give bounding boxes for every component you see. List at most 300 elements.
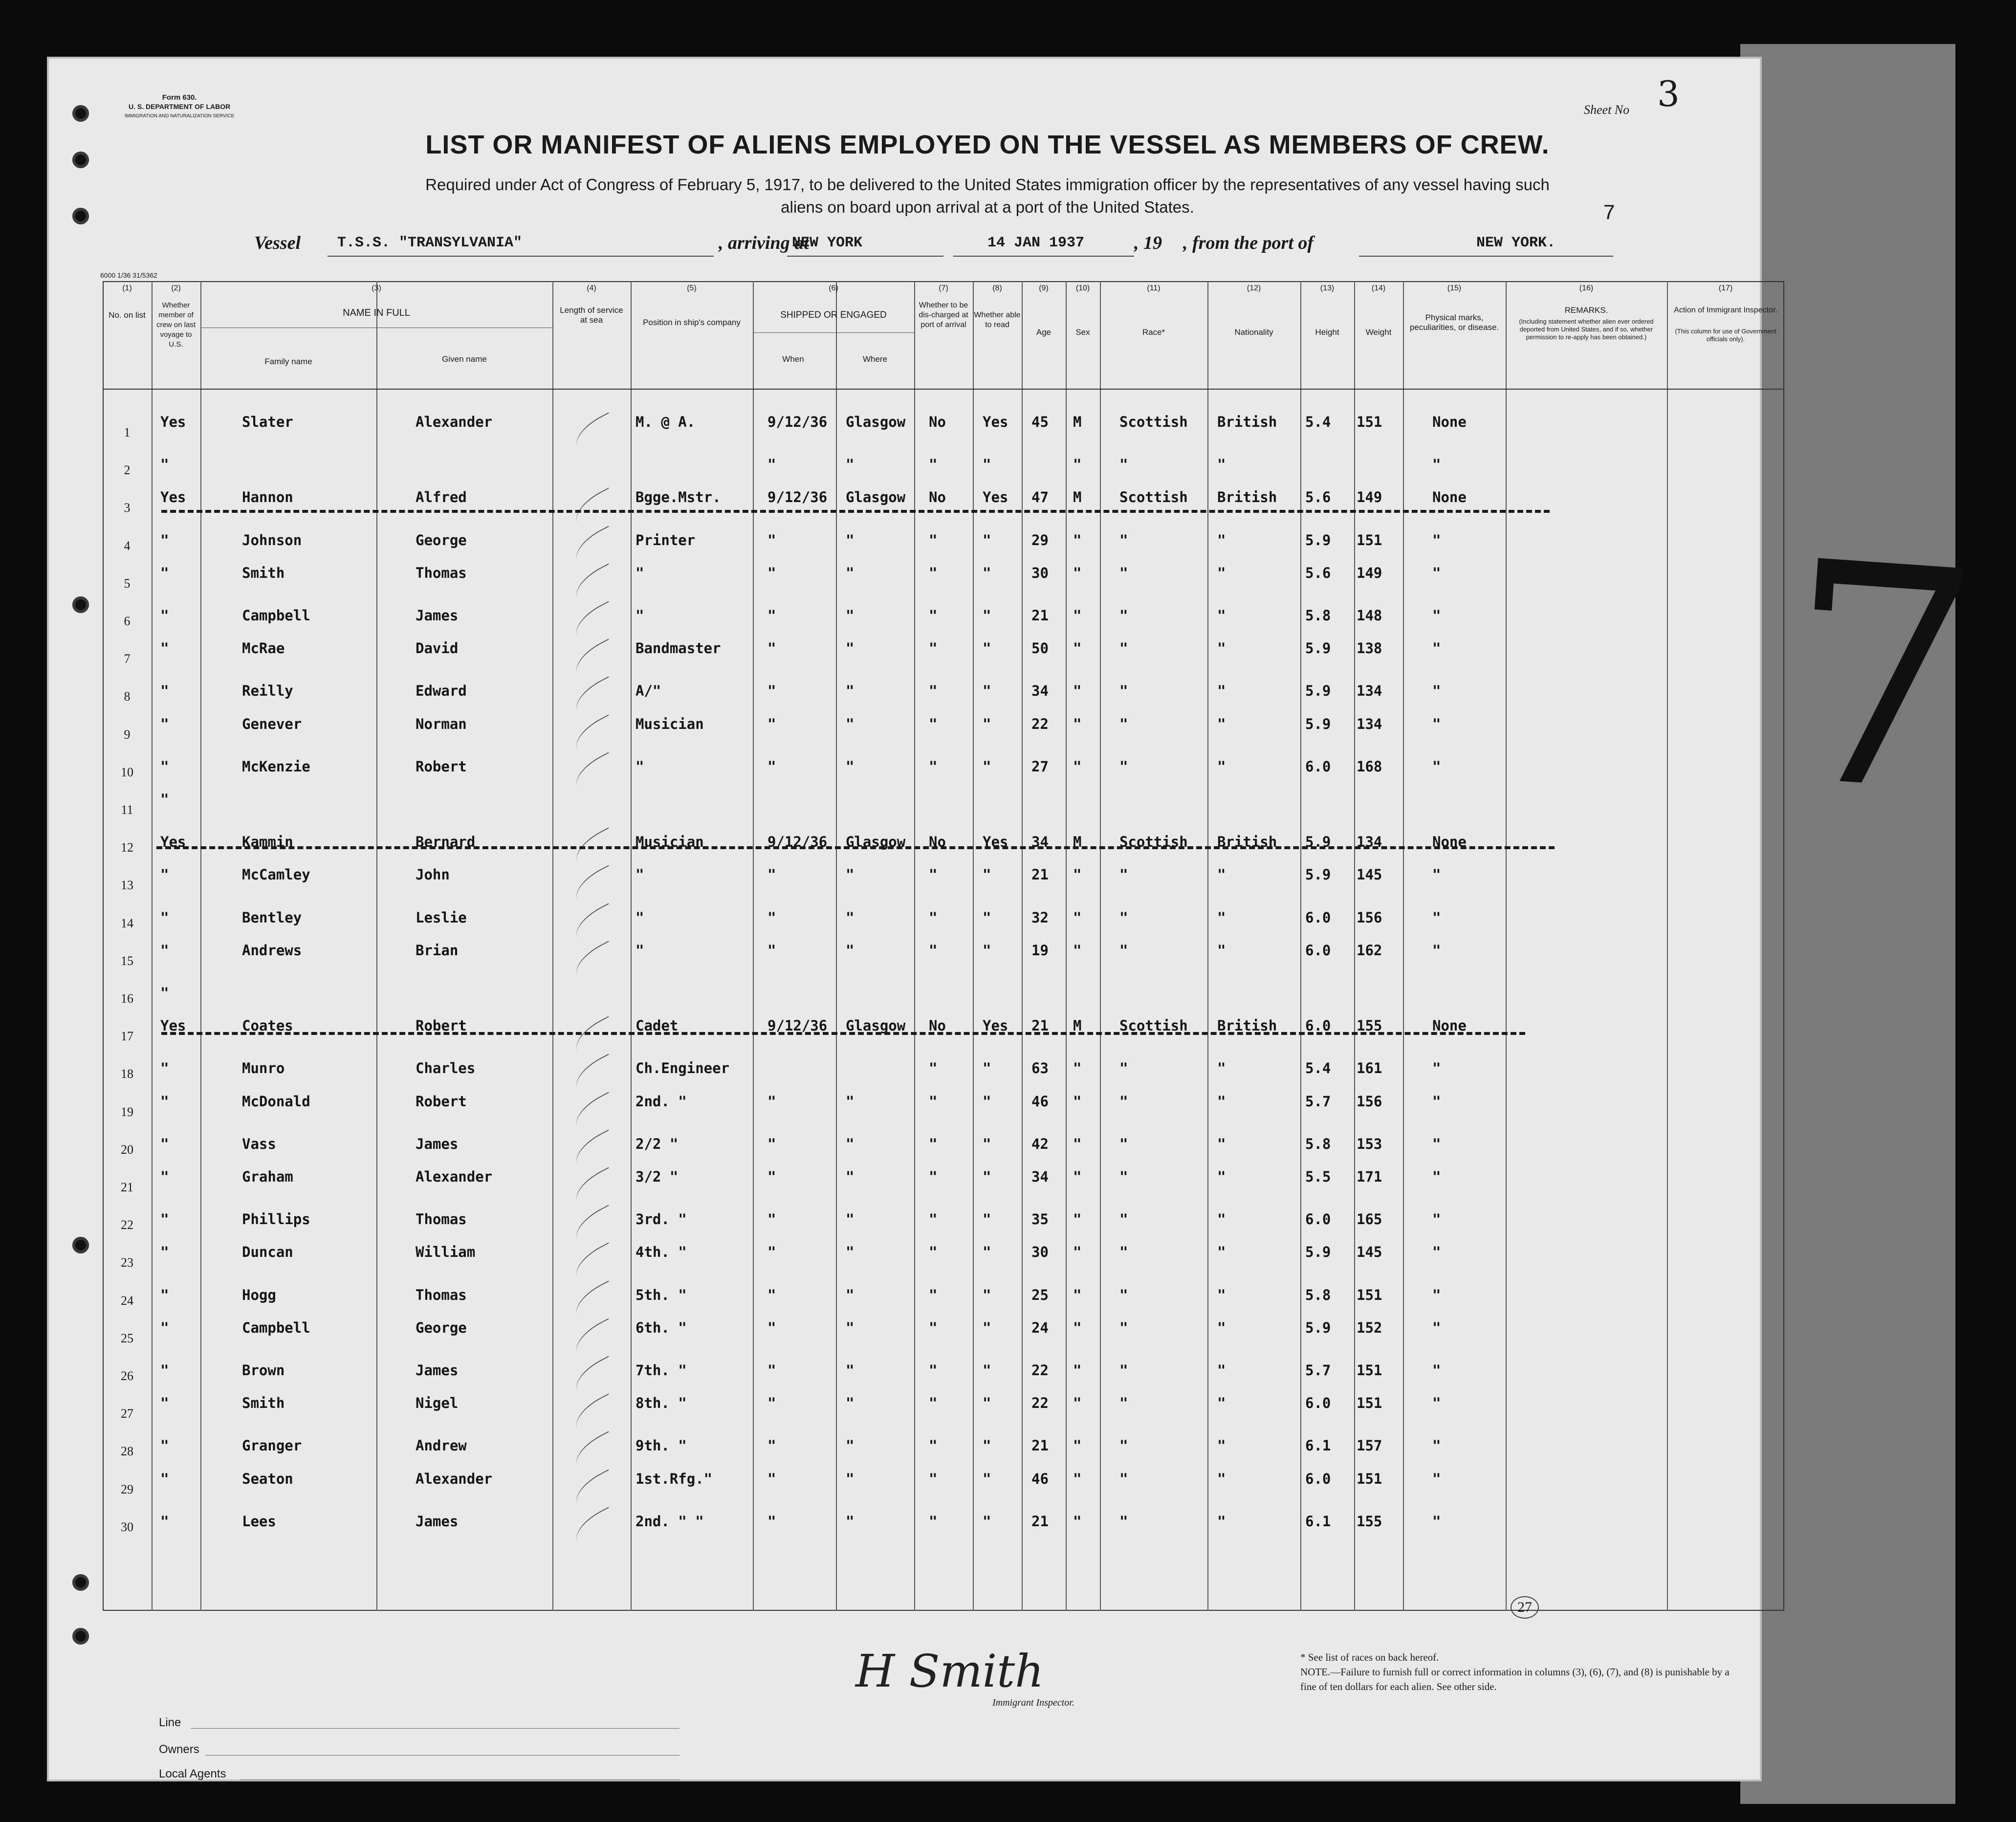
cell-shipped-where: ": [846, 1211, 855, 1228]
line-number: 30: [121, 1519, 133, 1534]
cell-age: 24: [1031, 1319, 1049, 1336]
cell-sex: ": [1073, 531, 1082, 549]
cell-height: 5.9: [1305, 715, 1331, 732]
cell-position: Ch.Engineer: [635, 1060, 730, 1077]
col-15-number: (15): [1447, 284, 1462, 292]
cell-discharged: ": [929, 1286, 938, 1303]
arriving-label: , arriving at: [719, 233, 809, 253]
cell-discharged: ": [929, 682, 938, 700]
inspector-label: Immigrant Inspector.: [992, 1697, 1074, 1708]
cell-sex: ": [1073, 564, 1082, 581]
cell-height: 6.0: [1305, 758, 1331, 775]
cell-physical-marks: ": [1432, 1093, 1441, 1110]
cell-weight: 155: [1357, 1513, 1382, 1530]
cell-discharged: ": [929, 1395, 938, 1412]
cell-position: 3/2 ": [635, 1168, 679, 1185]
cell-weight: 151: [1357, 1470, 1382, 1487]
cell-nationality: ": [1217, 1286, 1226, 1303]
cell-given-name: Nigel: [416, 1395, 459, 1412]
cell-shipped-when: ": [767, 607, 776, 624]
cell-nationality: ": [1217, 1319, 1226, 1336]
cell-discharged: ": [929, 1362, 938, 1379]
service-tick-mark: [570, 1394, 618, 1432]
cell-family-name: Lees: [242, 1513, 276, 1530]
cell-able-to-read: Yes: [983, 834, 1008, 851]
cell-height: 5.9: [1305, 1244, 1331, 1261]
cell-family-name: Vass: [242, 1135, 276, 1152]
table-row: [103, 863, 1784, 901]
cell-race: ": [1119, 1513, 1128, 1530]
cell-given-name: Bernard: [416, 834, 476, 851]
col-8-number: (8): [992, 284, 1002, 292]
cell-given-name: Andrew: [416, 1437, 467, 1454]
cell-physical-marks: ": [1432, 758, 1441, 775]
cell-family-name: Campbell: [242, 1319, 310, 1336]
cell-discharged: No: [929, 1017, 946, 1034]
service-tick-mark: [570, 1507, 618, 1545]
cell-height: 5.9: [1305, 834, 1331, 851]
cell-race: ": [1119, 1286, 1128, 1303]
cell-physical-marks: ": [1432, 1286, 1441, 1303]
table-row: [103, 1203, 1784, 1241]
cell-family-name: Bentley: [242, 909, 302, 926]
service-tick-mark: [570, 1356, 618, 1394]
cell-physical-marks: ": [1432, 1437, 1441, 1454]
cell-physical-marks: ": [1432, 1319, 1441, 1336]
table-row: [103, 977, 1784, 1014]
col-3-number: (3): [372, 284, 381, 292]
cell-crew-last-voyage: ": [160, 758, 169, 775]
line-number: 28: [121, 1444, 133, 1459]
cell-weight: 151: [1357, 1286, 1382, 1303]
service: IMMIGRATION AND NATURALIZATION SERVICE: [125, 113, 235, 119]
service-tick-mark: [570, 412, 618, 451]
vessel-name: T.S.S. "TRANSYLVANIA": [337, 235, 523, 251]
cell-able-to-read: ": [983, 607, 991, 624]
service-tick-mark: [570, 1280, 618, 1319]
service-tick-mark: [570, 941, 618, 979]
cell-shipped-where: ": [846, 1319, 855, 1336]
table-row: [103, 562, 1784, 599]
cell-able-to-read: ": [983, 640, 991, 657]
cell-nationality: ": [1217, 564, 1226, 581]
cell-weight: 149: [1357, 564, 1382, 581]
cell-physical-marks: ": [1432, 1362, 1441, 1379]
cell-nationality: ": [1217, 1513, 1226, 1530]
cell-physical-marks: None: [1432, 834, 1467, 851]
cell-able-to-read: ": [983, 564, 991, 581]
cell-shipped-where: ": [846, 1286, 855, 1303]
table-row: [103, 637, 1784, 675]
page-title: LIST OR MANIFEST OF ALIENS EMPLOYED ON THE VESSEL AS MEMBERS OF CREW.: [425, 130, 1550, 159]
cell-age: 29: [1031, 531, 1049, 549]
cell-age: 34: [1031, 1168, 1049, 1185]
cell-position: 4th. ": [635, 1244, 687, 1261]
line-number: 2: [124, 463, 131, 478]
cell-sex: ": [1073, 758, 1082, 775]
header-length-of-service: Length of service at sea: [560, 306, 623, 325]
cell-discharged: ": [929, 531, 938, 549]
cell-given-name: Robert: [416, 1017, 467, 1034]
cell-discharged: ": [929, 1168, 938, 1185]
cell-given-name: James: [416, 1135, 459, 1152]
header-weight: Weight: [1365, 328, 1392, 337]
cell-race: ": [1119, 682, 1128, 700]
cell-crew-last-voyage: ": [160, 1060, 169, 1077]
service-tick-mark: [570, 1167, 618, 1206]
line-number: 9: [124, 727, 131, 742]
cell-nationality: ": [1217, 1395, 1226, 1412]
cell-shipped-when: ": [767, 682, 776, 700]
punch-hole: [72, 208, 89, 224]
page-subtitle: [284, 174, 1691, 219]
arriving-port: NEW YORK: [792, 235, 863, 251]
cell-given-name: Thomas: [416, 1211, 467, 1228]
table-row: [103, 939, 1784, 977]
department: U. S. DEPARTMENT OF LABOR: [129, 103, 231, 110]
cell-shipped-where: Glasgow: [846, 834, 906, 851]
cell-crew-last-voyage: Yes: [160, 489, 186, 506]
cell-discharged: ": [929, 607, 938, 624]
cell-position: Bgge.Mstr.: [635, 489, 721, 506]
table-row: [103, 1505, 1784, 1543]
service-tick-mark: [570, 1318, 618, 1357]
cell-shipped-when: ": [767, 1437, 776, 1454]
line-number: 25: [121, 1331, 133, 1345]
line-number: 24: [121, 1293, 133, 1308]
cell-crew-last-voyage: ": [160, 1395, 169, 1412]
cell-discharged: ": [929, 715, 938, 732]
cell-nationality: ": [1217, 1470, 1226, 1487]
col-7-number: (7): [939, 284, 948, 292]
cell-position: Bandmaster: [635, 640, 721, 657]
line-number: 23: [121, 1255, 133, 1270]
col-12-number: (12): [1247, 284, 1261, 292]
cell-height: 5.8: [1305, 1135, 1331, 1152]
cell-crew-last-voyage: Yes: [160, 414, 186, 430]
cell-shipped-where: ": [846, 758, 855, 775]
cell-shipped-where: ": [846, 607, 855, 624]
cell-nationality: ": [1217, 909, 1226, 926]
cell-race: ": [1119, 715, 1128, 732]
cell-crew-last-voyage: ": [160, 1135, 169, 1152]
cell-height: 5.8: [1305, 607, 1331, 624]
header-given-name: Given name: [442, 354, 487, 364]
manifest-page: [49, 59, 1777, 1780]
cell-race: ": [1119, 1437, 1128, 1454]
service-tick-mark: [570, 601, 618, 639]
cell-position: Musician: [635, 715, 704, 732]
cell-given-name: Thomas: [416, 1286, 467, 1303]
cell-shipped-where: ": [846, 1244, 855, 1261]
cell-nationality: ": [1217, 456, 1226, 473]
cell-height: 5.4: [1305, 414, 1331, 430]
cell-age: 22: [1031, 715, 1049, 732]
service-tick-mark: [570, 526, 618, 564]
table-row: [103, 524, 1784, 562]
cell-shipped-when: ": [767, 1470, 776, 1487]
line-number: 1: [124, 425, 131, 439]
cell-race: ": [1119, 1362, 1128, 1379]
cell-position: 5th. ": [635, 1286, 687, 1303]
col-9-number: (9): [1039, 284, 1049, 292]
cell-race: ": [1119, 1211, 1128, 1228]
col-10-number: (10): [1075, 284, 1090, 292]
cell-sex: ": [1073, 909, 1082, 926]
cell-given-name: Thomas: [416, 564, 467, 581]
line-number: 6: [124, 614, 131, 628]
col-16-number: (16): [1579, 284, 1594, 292]
punch-hole: [72, 105, 89, 122]
cell-given-name: William: [416, 1244, 476, 1261]
col-13-number: (13): [1320, 284, 1335, 292]
cell-shipped-when: ": [767, 1244, 776, 1261]
cell-given-name: Robert: [416, 758, 467, 775]
cell-crew-last-voyage: ": [160, 866, 169, 883]
cell-shipped-where: ": [846, 1513, 855, 1530]
service-tick-mark: [570, 1469, 618, 1508]
cell-crew-last-voyage: ": [160, 531, 169, 549]
cell-race: ": [1119, 607, 1128, 624]
table-row: [103, 901, 1784, 939]
cell-shipped-when: ": [767, 1211, 776, 1228]
cell-able-to-read: ": [983, 909, 991, 926]
cell-height: 6.0: [1305, 1470, 1331, 1487]
cell-discharged: ": [929, 564, 938, 581]
cell-nationality: ": [1217, 1093, 1226, 1110]
cell-family-name: Johnson: [242, 531, 302, 549]
circled-number: 27: [1511, 1596, 1539, 1619]
cell-discharged: ": [929, 758, 938, 775]
table-row: [103, 486, 1784, 524]
cell-sex: ": [1073, 866, 1082, 883]
cell-race: ": [1119, 866, 1128, 883]
cell-shipped-when: ": [767, 531, 776, 549]
cell-shipped-where: ": [846, 640, 855, 657]
races-note: * See list of races on back hereof.: [1300, 1651, 1439, 1663]
cell-physical-marks: ": [1432, 909, 1441, 926]
cell-given-name: Alfred: [416, 489, 467, 506]
cell-nationality: ": [1217, 1060, 1226, 1077]
cell-age: 21: [1031, 607, 1049, 624]
cell-discharged: ": [929, 1513, 938, 1530]
form-number: Form 630.: [162, 93, 197, 102]
col-6-number: (6): [829, 284, 838, 292]
cell-able-to-read: ": [983, 1362, 991, 1379]
punch-hole: [72, 152, 89, 168]
cell-family-name: Brown: [242, 1362, 285, 1379]
service-tick-mark: [570, 563, 618, 602]
header-physical-marks: Physical marks, peculiarities, or disease.: [1409, 313, 1499, 332]
col-11-number: (11): [1147, 284, 1161, 292]
cell-weight: 156: [1357, 909, 1382, 926]
cell-height: 6.0: [1305, 1211, 1331, 1228]
cell-position: 2nd. " ": [635, 1513, 704, 1530]
header-remarks: REMARKS.: [1564, 306, 1608, 315]
cell-family-name: Hogg: [242, 1286, 276, 1303]
cell-height: 6.1: [1305, 1513, 1331, 1530]
cell-family-name: Kammin: [242, 834, 293, 851]
cell-family-name: Smith: [242, 1395, 285, 1412]
cell-race: ": [1119, 1244, 1128, 1261]
cell-nationality: British: [1217, 1017, 1277, 1034]
cell-able-to-read: ": [983, 1437, 991, 1454]
cell-sex: ": [1073, 942, 1082, 959]
header-position: Position in ship's company: [643, 318, 741, 327]
cell-sex: ": [1073, 640, 1082, 657]
cell-family-name: Genever: [242, 715, 302, 732]
cell-sex: ": [1073, 682, 1082, 700]
cell-age: 21: [1031, 866, 1049, 883]
cell-sex: ": [1073, 1244, 1082, 1261]
cell-shipped-where: ": [846, 715, 855, 732]
header-family-name: Family name: [264, 357, 312, 366]
cell-physical-marks: ": [1432, 1211, 1441, 1228]
cell-shipped-where: ": [846, 1362, 855, 1379]
cell-shipped-where: ": [846, 456, 855, 473]
cell-physical-marks: ": [1432, 640, 1441, 657]
cell-given-name: George: [416, 1319, 467, 1336]
cell-crew-last-voyage: ": [160, 1470, 169, 1487]
cell-discharged: ": [929, 1060, 938, 1077]
header-name-in-full: NAME IN FULL: [343, 307, 410, 318]
cell-able-to-read: ": [983, 1395, 991, 1412]
cell-nationality: ": [1217, 1244, 1226, 1261]
cell-shipped-when: ": [767, 715, 776, 732]
cell-family-name: Reilly: [242, 682, 293, 700]
cell-able-to-read: ": [983, 715, 991, 732]
cell-discharged: ": [929, 1437, 938, 1454]
cell-given-name: Alexander: [416, 1168, 493, 1185]
cell-crew-last-voyage: ": [160, 607, 169, 624]
cell-shipped-where: ": [846, 909, 855, 926]
service-tick-mark: [570, 639, 618, 678]
cell-age: 21: [1031, 1437, 1049, 1454]
table-row: [103, 1317, 1784, 1354]
cell-sex: ": [1073, 1135, 1082, 1152]
cell-shipped-when: ": [767, 1093, 776, 1110]
cell-sex: ": [1073, 456, 1082, 473]
table-row: [103, 826, 1784, 863]
group-separator: [161, 510, 1550, 513]
cell-sex: ": [1073, 1362, 1082, 1379]
cell-nationality: ": [1217, 640, 1226, 657]
header-shipped-engaged: SHIPPED OR ENGAGED: [780, 310, 887, 320]
cell-shipped-when: 9/12/36: [767, 834, 828, 851]
owners-label: Owners: [159, 1743, 199, 1756]
line-number: 19: [121, 1104, 133, 1119]
cell-crew-last-voyage: ": [160, 682, 169, 700]
cell-sex: M: [1073, 834, 1082, 851]
penalty-note: NOTE.—Failure to furnish full or correct information in columns (3), (6), (7), and (8) is punishable by a fine of ten dollars for each alien. See other side.: [1300, 1666, 1730, 1692]
cell-given-name: George: [416, 531, 467, 549]
cell-able-to-read: ": [983, 1319, 991, 1336]
cell-able-to-read: ": [983, 1211, 991, 1228]
cell-race: Scottish: [1119, 489, 1188, 506]
cell-height: 5.5: [1305, 1168, 1331, 1185]
cell-age: 46: [1031, 1470, 1049, 1487]
cell-shipped-where: ": [846, 564, 855, 581]
cell-weight: 151: [1357, 414, 1382, 430]
cell-race: ": [1119, 942, 1128, 959]
header-height: Height: [1315, 328, 1339, 337]
table-row: [103, 1090, 1784, 1128]
cell-weight: 168: [1357, 758, 1382, 775]
cell-weight: 134: [1357, 682, 1382, 700]
cell-race: ": [1119, 640, 1128, 657]
cell-physical-marks: ": [1432, 1168, 1441, 1185]
punch-hole: [72, 596, 89, 613]
table-row: [103, 599, 1784, 637]
cell-given-name: James: [416, 607, 459, 624]
cell-sex: ": [1073, 1437, 1082, 1454]
cell-shipped-where: Glasgow: [846, 414, 906, 430]
cell-given-name: Charles: [416, 1060, 476, 1077]
cell-family-name: Slater: [242, 414, 293, 430]
line-number: 8: [124, 689, 131, 704]
cell-height: 5.9: [1305, 682, 1331, 700]
cell-position: 9th. ": [635, 1437, 687, 1454]
cell-weight: 149: [1357, 489, 1382, 506]
cell-discharged: ": [929, 640, 938, 657]
cell-family-name: Andrews: [242, 942, 302, 959]
cell-nationality: British: [1217, 414, 1277, 430]
cell-physical-marks: ": [1432, 1395, 1441, 1412]
cell-shipped-when: ": [767, 1286, 776, 1303]
cell-crew-last-voyage: ": [160, 640, 169, 657]
cell-nationality: ": [1217, 1362, 1226, 1379]
cell-able-to-read: ": [983, 1060, 991, 1077]
group-separator: [161, 1032, 1525, 1035]
line-number: 27: [121, 1406, 133, 1421]
cell-physical-marks: ": [1432, 1513, 1441, 1530]
cell-race: ": [1119, 1319, 1128, 1336]
cell-position: A/": [635, 682, 661, 700]
cell-crew-last-voyage: ": [160, 942, 169, 959]
cell-sex: M: [1073, 489, 1082, 506]
cell-shipped-when: ": [767, 909, 776, 926]
cell-given-name: Leslie: [416, 909, 467, 926]
header-remarks-note: (Including statement whether alien ever ordered deported from United States, and if so, whether permission to re-apply has been obtained.): [1519, 318, 1654, 341]
line-number: 14: [121, 916, 133, 930]
cell-nationality: British: [1217, 834, 1277, 851]
subtitle-line-2: aliens on board upon arrival at a port of the United States.: [781, 198, 1194, 216]
year-label: , 19: [1134, 233, 1162, 253]
header-sex: Sex: [1075, 328, 1090, 337]
cell-weight: 165: [1357, 1211, 1382, 1228]
cell-physical-marks: ": [1432, 456, 1441, 473]
cell-discharged: No: [929, 834, 946, 851]
header-able-to-read: Whether able to read: [974, 311, 1021, 329]
cell-sex: ": [1073, 1060, 1082, 1077]
group-separator: [156, 846, 1555, 849]
cell-shipped-when: ": [767, 564, 776, 581]
cell-given-name: Norman: [416, 715, 467, 732]
cell-race: Scottish: [1119, 834, 1188, 851]
cell-family-name: Granger: [242, 1437, 302, 1454]
cell-family-name: Phillips: [242, 1211, 310, 1228]
cell-weight: 157: [1357, 1437, 1382, 1454]
cell-crew-last-voyage: ": [160, 1244, 169, 1261]
cell-shipped-where: ": [846, 942, 855, 959]
cell-shipped-when: ": [767, 942, 776, 959]
cell-physical-marks: ": [1432, 1060, 1441, 1077]
cell-race: ": [1119, 1093, 1128, 1110]
vessel-line: [254, 232, 1672, 262]
inspector-signature: H Smith: [855, 1645, 1044, 1697]
cell-crew-last-voyage: ": [160, 564, 169, 581]
cell-nationality: ": [1217, 531, 1226, 549]
